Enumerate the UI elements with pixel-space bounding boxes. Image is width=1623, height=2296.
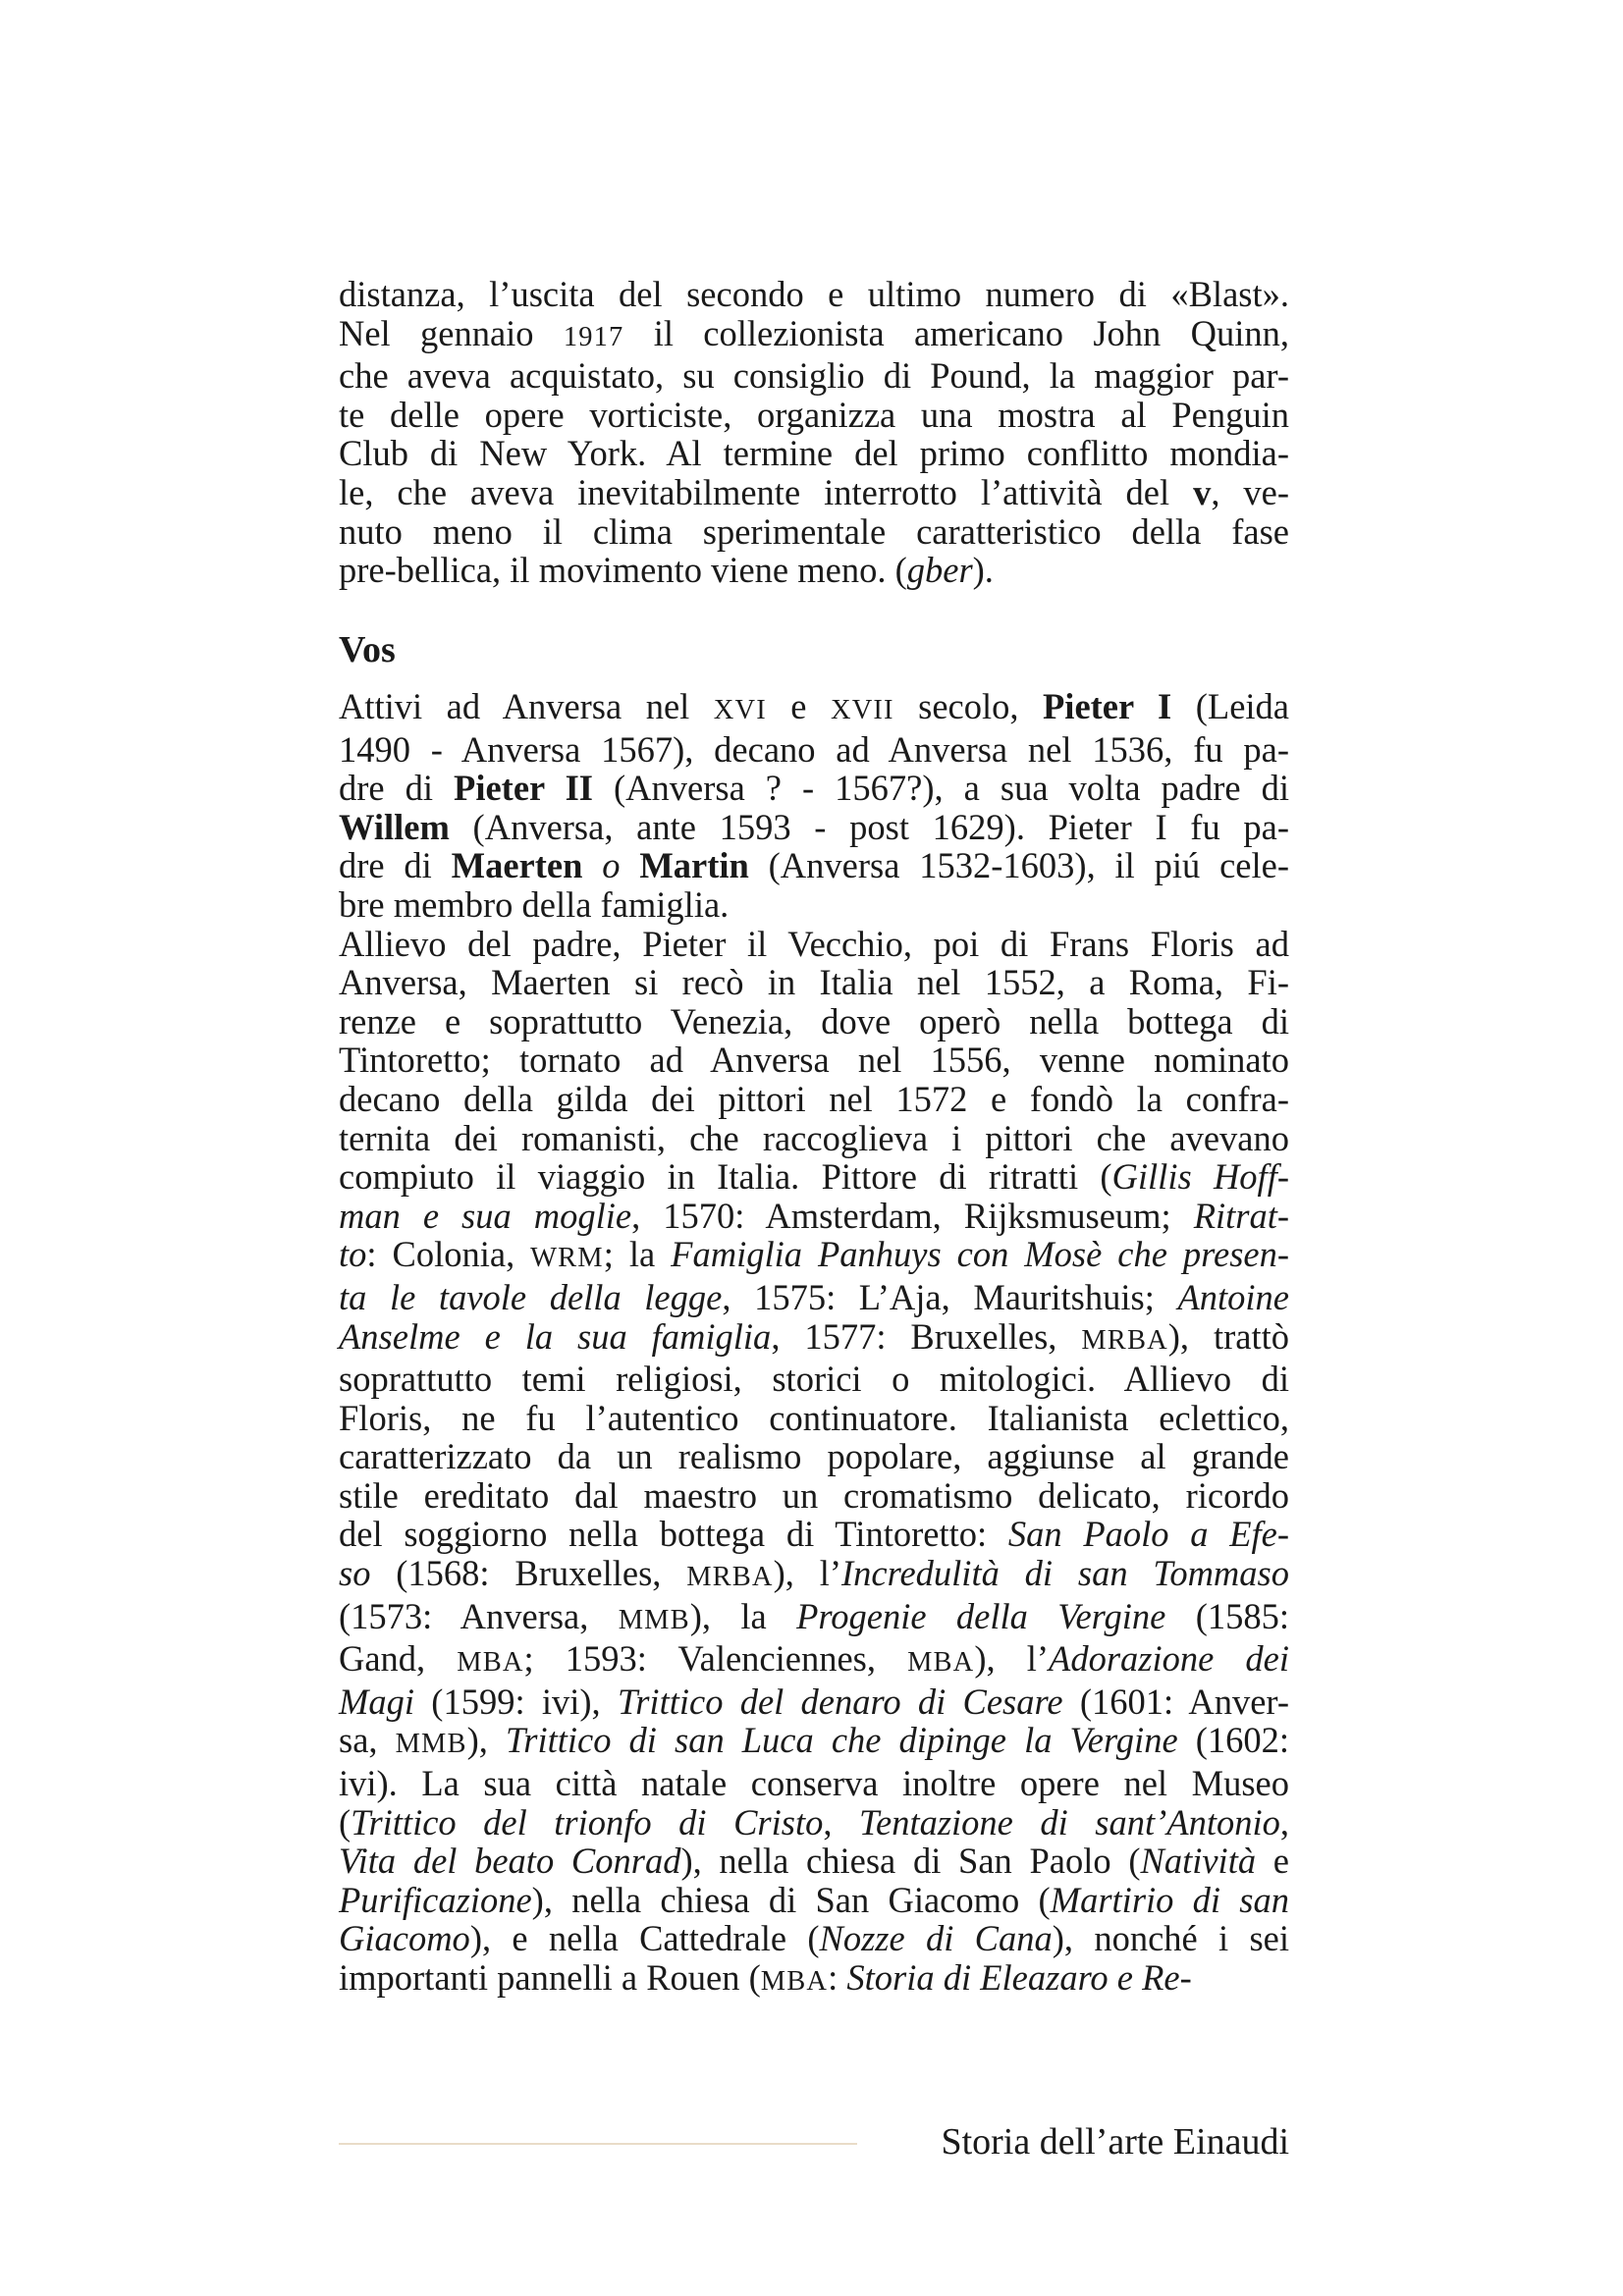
vorticismo-text-line: pre-bellica, il movimento viene meno. (gber). <box>339 550 994 591</box>
vos-text-line: renze e soprattutto Venezia, dove operò nella bottega di <box>339 1000 1289 1041</box>
vorticismo-text-line: distanza, l’uscita del secondo e ultimo numero di «Blast». <box>339 274 1289 314</box>
vos-text-line: Anversa, Maerten si recò in Italia nel 1552, a Roma, Fi- <box>339 962 1289 1003</box>
vos-text-line: to: Colonia, WRM; la Famiglia Panhuys con Mosè che presen- <box>339 1234 1290 1275</box>
vos-text-line: del soggiorno nella bottega di Tintoretto: San Paolo a Efe- <box>339 1514 1289 1555</box>
footer-rule <box>339 2143 857 2145</box>
vos-text-line: Willem (Anversa, ante 1593 - post 1629). Pieter I fu pa- <box>339 806 1289 847</box>
vos-text-line: man e sua moglie, 1570: Amsterdam, Rijksmuseum; Ritrat- <box>339 1195 1290 1236</box>
vorticismo-text-line: Nel gennaio 1917 il collezionista americano John Quinn, <box>339 312 1289 353</box>
vos-text-line: Vita del beato Conrad), nella chiesa di San Paolo (Natività e <box>339 1841 1289 1882</box>
vos-text-line: bre membro della famiglia. <box>339 883 730 925</box>
vos-text-line: dre di Pieter II (Anversa ? - 1567?), a sua volta padre di <box>339 768 1289 809</box>
vos-text-line: Gand, MBA; 1593: Valenciennes, MBA), l’Adorazione dei <box>339 1638 1289 1680</box>
vos-text-line: caratterizzato da un realismo popolare, aggiunse al grande <box>339 1436 1289 1477</box>
vorticismo-text-line: che aveva acquistato, su consiglio di Pound, la maggior par- <box>339 355 1289 397</box>
footer-title: Storia dell’arte Einaudi <box>941 2121 1289 2163</box>
vos-text-line: Tintoretto; tornato ad Anversa nel 1556, venne nominato <box>339 1040 1289 1081</box>
entry-body-vos <box>339 687 1289 2002</box>
vos-text-line: dre di Maerten o Martin (Anversa 1532-1603), il piú cele- <box>339 845 1289 886</box>
vos-text-line: Allievo del padre, Pieter il Vecchio, poi di Frans Floris ad <box>339 923 1289 964</box>
vos-text-line: 1490 - Anversa 1567), decano ad Anversa nel 1536, fu pa- <box>339 728 1289 770</box>
vorticismo-text-line: te delle opere vorticiste, organizza una mostra al Penguin <box>339 394 1289 435</box>
vos-text-line: Purificazione), nella chiesa di San Giacomo (Martirio di san <box>339 1879 1289 1920</box>
vos-text-line: ternita dei romanisti, che raccoglieva i pittori che avevano <box>339 1117 1289 1158</box>
vos-text-line: Attivi ad Anversa nel XVI e XVII secolo, Pieter I (Leida <box>339 686 1289 726</box>
vorticismo-text-line: nuto meno il clima sperimentale caratteristico della fase <box>339 510 1289 552</box>
vos-text-line: ta le tavole della legge, 1575: L’Aja, Mauritshuis; Antoine <box>339 1276 1289 1317</box>
vos-text-line: so (1568: Bruxelles, MRBA), l’Incredulità di san Tommaso <box>339 1553 1289 1594</box>
article-tail-vorticismo <box>339 275 1289 590</box>
vos-text-line: Magi (1599: ivi), Trittico del denaro di Cesare (1601: Anver- <box>339 1681 1290 1722</box>
vos-text-line: ivi). La sua città natale conserva inoltre opere nel Museo <box>339 1763 1289 1804</box>
vos-text-line: compiuto il viaggio in Italia. Pittore di ritratti (Gillis Hoff- <box>339 1156 1289 1198</box>
vos-text-line: Giacomo), e nella Cattedrale (Nozze di Cana), nonché i sei <box>339 1918 1289 1959</box>
vos-text-line: soprattutto temi religiosi, storici o mitologici. Allievo di <box>339 1359 1289 1400</box>
vorticismo-text-line: le, che aveva inevitabilmente interrotto l’attività del v, ve- <box>339 471 1290 512</box>
vos-text-line: (Trittico del trionfo di Cristo, Tentazione di sant’Antonio, <box>339 1801 1290 1842</box>
entry-heading-vos: Vos <box>339 629 396 670</box>
vos-text-line: importanti pannelli a Rouen (MBA: Storia di Eleazaro e Re- <box>339 1957 1192 1998</box>
vos-text-line: (1573: Anversa, MMB), la Progenie della Vergine (1585: <box>339 1595 1290 1636</box>
vos-text-line: sa, MMB), Trittico di san Luca che dipinge la Vergine (1602: <box>339 1720 1290 1761</box>
vorticismo-text-line: Club di New York. Al termine del primo conflitto mondia- <box>339 433 1289 474</box>
vos-text-line: Anselme e la sua famiglia, 1577: Bruxelles, MRBA), trattò <box>339 1315 1289 1357</box>
vos-text-line: decano della gilda dei pittori nel 1572 e fondò la confra- <box>339 1078 1289 1119</box>
vos-text-line: stile ereditato dal maestro un cromatismo delicato, ricordo <box>339 1474 1289 1516</box>
vos-text-line: Floris, ne fu l’autentico continuatore. Italianista eclettico, <box>339 1397 1289 1438</box>
